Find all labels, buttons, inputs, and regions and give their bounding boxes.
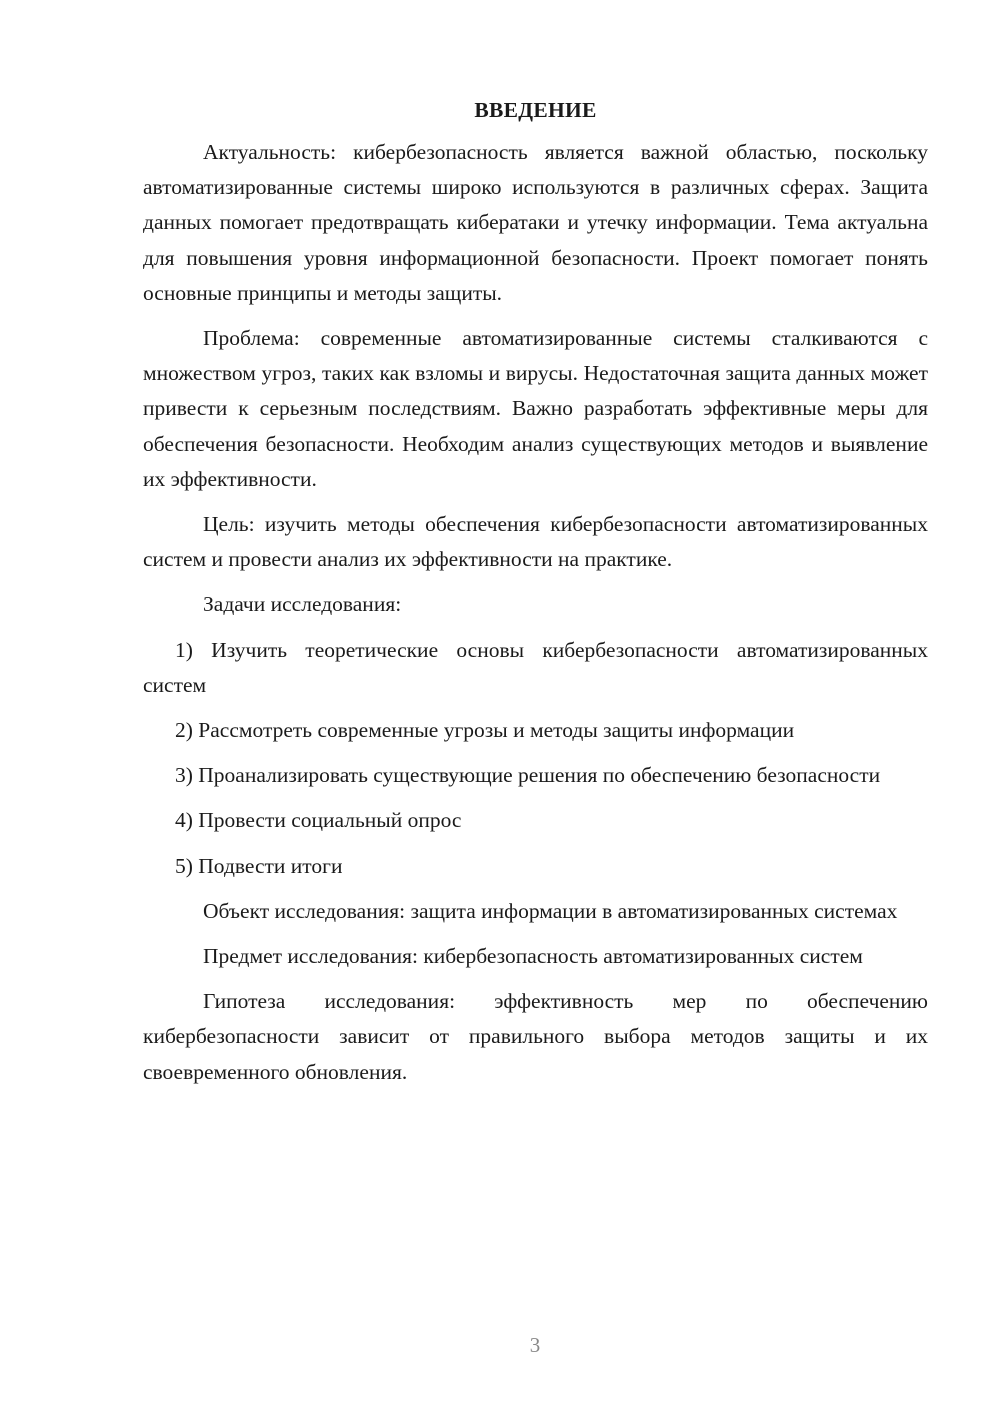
task-item-1: 1) Изучить теоретические основы кибербезопасности автоматизированных систем — [143, 637, 928, 697]
task-item-4: 4) Провести социальный опрос — [175, 808, 462, 833]
task-item-2: 2) Рассмотреть современные угрозы и методы защиты информации — [175, 718, 795, 743]
paragraph-tasks-heading: Задачи исследования: — [203, 592, 402, 617]
paragraph-goal: Цель: изучить методы обеспечения кибербезопасности автоматизированных систем и провести анализ их эффективности на практике. — [143, 512, 928, 572]
task-item-5: 5) Подвести итоги — [175, 853, 343, 878]
paragraph-subject: Предмет исследования: кибербезопасность автоматизированных систем — [203, 944, 863, 969]
paragraph-object: Объект исследования: защита информации в автоматизированных системах — [203, 898, 898, 923]
paragraph-relevance: Актуальность: кибербезопасность является важной областью, поскольку автоматизированные системы широко используются в различных сферах. Защита данных помогает предотвращать кибератаки и утечку информации. Тема актуальна для повышения уровня информационной безопасности. Проект помогает понять основные принципы и методы защиты. — [143, 140, 928, 305]
page-number: 3 — [529, 1333, 541, 1357]
paragraph-hypothesis: Гипотеза исследования: эффективность мер по обеспечению кибербезопасности зависит от правильного выбора методов защиты и их своевременного обновления. — [143, 989, 928, 1084]
paragraph-problem: Проблема: современные автоматизированные системы сталкиваются с множеством угроз, таких как взломы и вирусы. Недостаточная защита данных может привести к серьезным последствиям. Важно разработать эффективные меры для обеспечения безопасности. Необходим анализ существующих методов и выявление их эффективности. — [143, 326, 928, 491]
task-item-3: 3) Проанализировать существующие решения по обеспечению безопасности — [175, 763, 881, 788]
document-page — [143, 95, 928, 1100]
page-title: ВВЕДЕНИЕ — [474, 98, 597, 122]
